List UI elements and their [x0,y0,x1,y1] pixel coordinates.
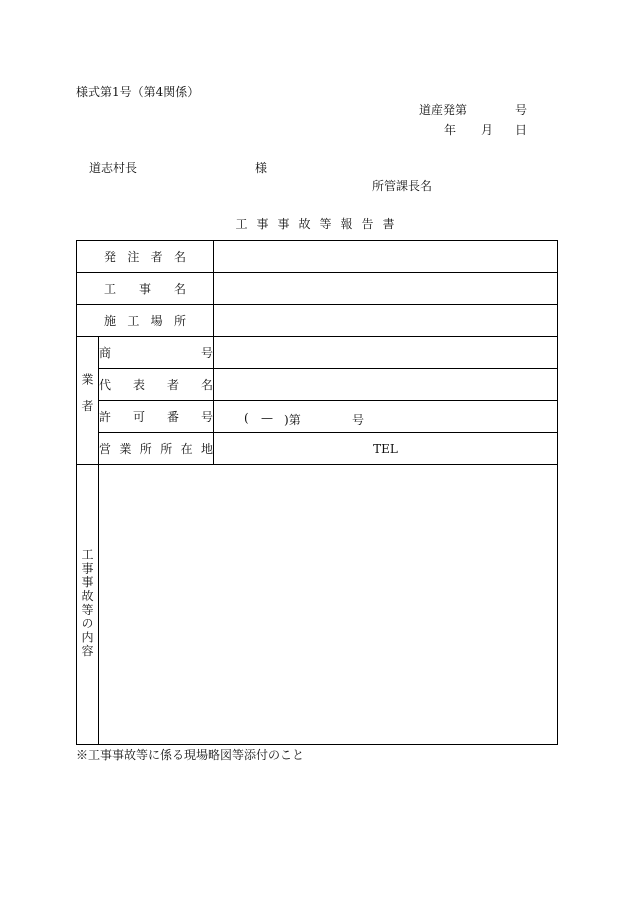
site-field[interactable] [214,305,558,337]
accident-details-label: 工事事故等の内容 [80,547,94,659]
tel-label: TEL [373,441,398,456]
footnote: ※工事事故等に係る現場略図等添付のこと [76,748,305,762]
date-month-label: 月 [481,123,494,137]
license-suffix: 号 [352,413,365,427]
contractor-group-cell [77,337,99,465]
office-address-field[interactable] [214,433,558,465]
work-name-field[interactable] [214,273,558,305]
accident-details-field[interactable] [99,465,558,745]
document-title: 工事事故等報告書 [235,217,404,231]
date-day-label: 日 [515,123,528,137]
contractor-group-label: 業者 [80,372,94,426]
document-number-label: 道産発第 [419,103,468,117]
row-site [77,305,558,337]
orderer-label: 発 注 者 名 [77,241,214,273]
office-address-label: 営 業 所 所 在 地 [99,433,214,465]
row-accident-details [77,465,558,745]
honorific: 様 [255,161,268,175]
orderer-field[interactable] [214,241,558,273]
row-license [77,401,558,433]
form-number-label: 様式第1号（第4関係） [76,85,200,99]
addressee: 道志村長 [89,161,138,175]
sender-name-label: 所管課長名 [372,179,433,193]
row-trade-name [77,337,558,369]
date-year-label: 年 [444,123,457,137]
row-work-name [77,273,558,305]
license-close-label: )第 [284,413,301,427]
report-table [76,240,558,745]
row-representative [77,369,558,401]
document-number-suffix: 号 [515,103,528,117]
representative-label: 代 表 者 名 [99,369,214,401]
representative-field[interactable] [214,369,558,401]
trade-name-label: 商 号 [99,337,214,369]
row-orderer [77,241,558,273]
license-open-paren: ( [244,411,249,425]
trade-name-field[interactable] [214,337,558,369]
license-dash: — [261,411,274,425]
site-label: 施 工 場 所 [77,305,214,337]
row-office-address [77,433,558,465]
license-number-label: 許 可 番 号 [99,401,214,433]
license-number-field[interactable] [214,401,558,433]
accident-details-label-cell [77,465,99,745]
work-name-label: 工 事 名 [77,273,214,305]
